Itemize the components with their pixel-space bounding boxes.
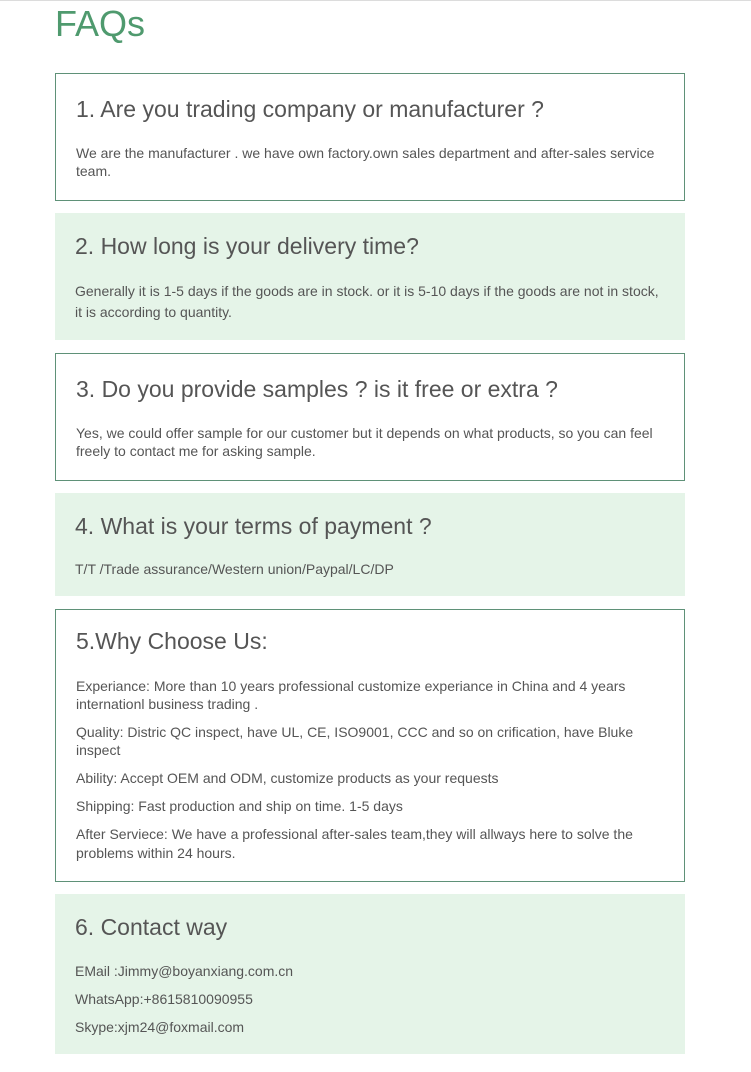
contact-whatsapp[interactable]: WhatsApp:+8615810090955 — [75, 991, 253, 1007]
contact-skype[interactable]: Skype:xjm24@foxmail.com — [75, 1019, 245, 1035]
why-choose-item-ability: Ability: Accept OEM and ODM, customize products as your requests — [76, 770, 499, 786]
faq-question: 1. Are you trading company or manufacturer ? — [76, 96, 544, 122]
faq-card-payment-terms — [55, 493, 685, 596]
faq-answer: Generally it is 1-5 days if the goods are in stock. or it is 5-10 days if the goods are not in stock, it is according to quantity. — [75, 283, 659, 320]
contact-email[interactable]: EMail :Jimmy@boyanxiang.com.cn — [75, 963, 294, 979]
faq-answer: We are the manufacturer . we have own factory.own sales department and after-sales service team. — [76, 145, 655, 179]
why-choose-item-experience: Experiance: More than 10 years professional customize experiance in China and 4 years internationl business trading . — [76, 678, 626, 712]
faq-card-delivery-time — [55, 213, 685, 340]
faq-question: 6. Contact way — [75, 914, 228, 940]
faq-question: 2. How long is your delivery time? — [75, 233, 419, 259]
why-choose-item-shipping: Shipping: Fast production and ship on time. 1-5 days — [76, 798, 403, 814]
top-divider — [0, 0, 751, 1]
page-title: FAQs — [55, 3, 146, 44]
faq-question: 3. Do you provide samples ? is it free or extra ? — [76, 376, 558, 402]
faq-card-samples — [55, 353, 685, 481]
faq-card-contact-way — [55, 894, 685, 1054]
faq-question: 5.Why Choose Us: — [76, 628, 268, 654]
why-choose-item-after-service: After Serviece: We have a professional after-sales team,they will allways here to solve the problems within 24 hours. — [76, 826, 633, 861]
why-choose-item-quality: Quality: Distric QC inspect, have UL, CE, ISO9001, CCC and so on crification, have Bluke inspect — [76, 724, 634, 758]
faq-answer: T/T /Trade assurance/Western union/Paypal/LC/DP — [75, 561, 394, 577]
faq-question: 4. What is your terms of payment ? — [75, 513, 432, 539]
faq-card-why-choose-us — [55, 609, 685, 882]
faq-card-trading-or-manufacturer — [55, 73, 685, 201]
faq-answer: Yes, we could offer sample for our customer but it depends on what products, so you can feel freely to contact me for asking sample. — [76, 425, 653, 459]
